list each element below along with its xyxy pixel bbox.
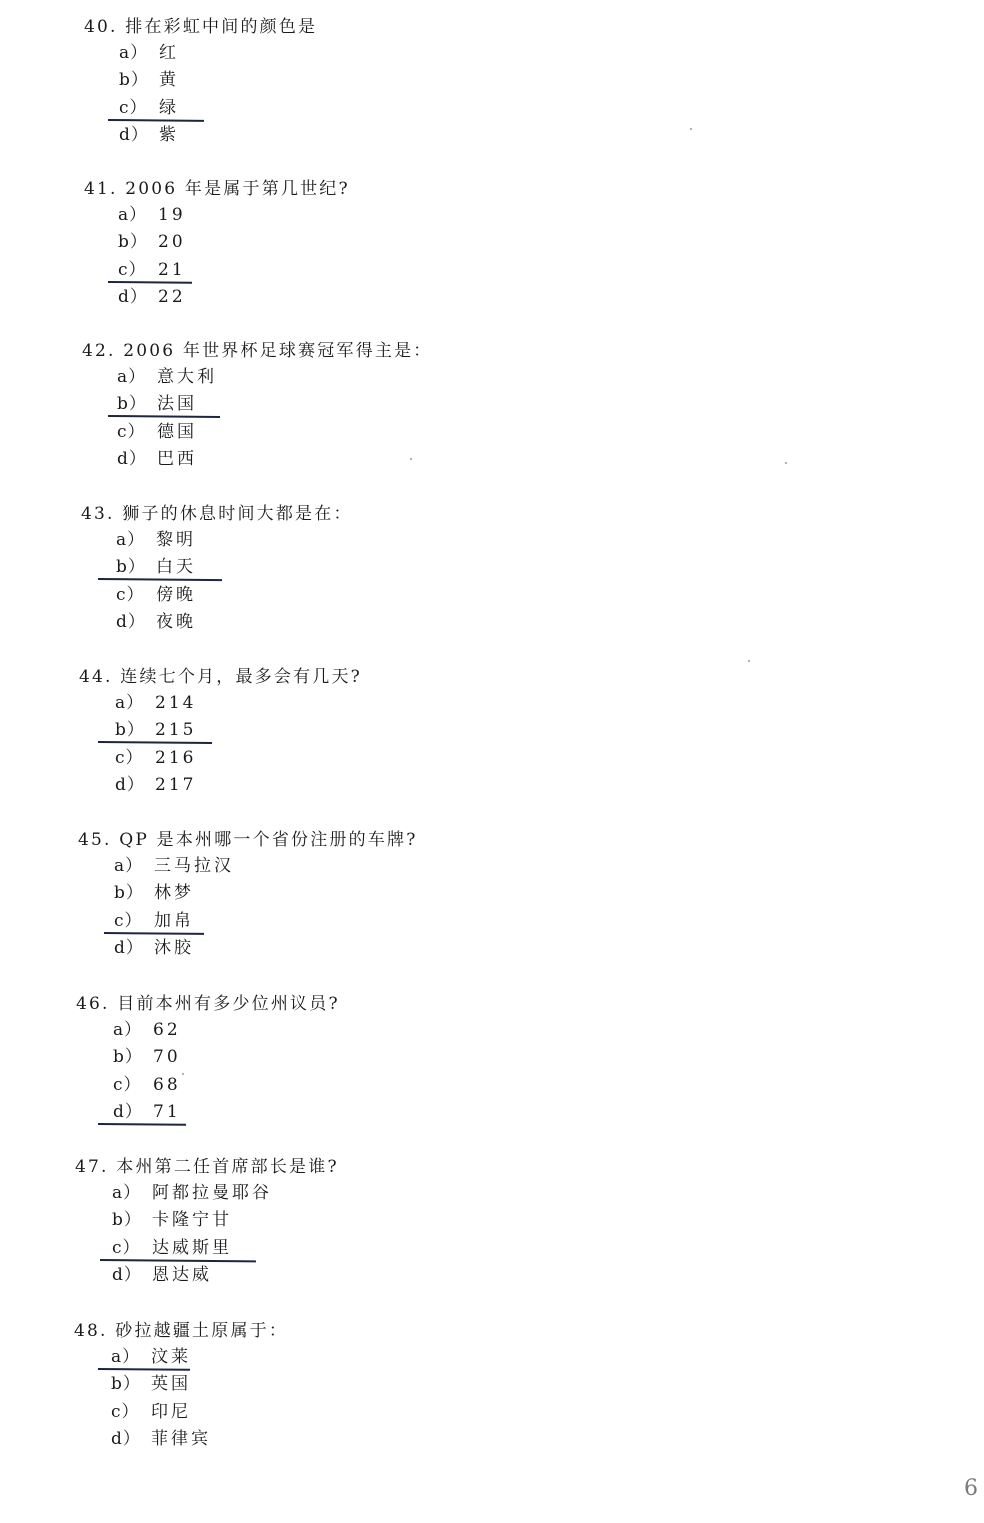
answer-option (119, 69, 179, 91)
option-text: 卡隆宁甘 (152, 1210, 232, 1231)
answer-option (119, 42, 179, 64)
answer-option (115, 747, 196, 769)
option-text: 法国 (157, 394, 197, 415)
answer-option (116, 556, 196, 578)
option-text: 70 (153, 1047, 181, 1068)
option-text: 巴西 (157, 448, 197, 469)
option-text: 20 (158, 232, 186, 253)
answer-option (113, 1019, 181, 1041)
question-title: 48. 砂拉越疆土原属于： (74, 1321, 289, 1341)
answer-option (111, 1373, 191, 1395)
option-letter: c） (116, 584, 145, 605)
option-text: 德国 (157, 421, 197, 442)
option-text: 恩达威 (152, 1264, 212, 1285)
answer-option (115, 692, 196, 714)
answer-option (118, 286, 186, 308)
answer-option (111, 1346, 191, 1368)
option-letter: d） (115, 774, 145, 795)
question-title: 45. QP 是本州哪一个省份注册的车牌? (78, 830, 418, 850)
option-letter: a） (111, 1347, 141, 1367)
selected-answer-underline (104, 932, 204, 935)
option-text: 217 (155, 774, 197, 795)
option-letter: d） (114, 937, 144, 958)
selected-answer-underline (98, 1368, 190, 1371)
option-letter: d） (117, 448, 147, 469)
option-letter: b） (119, 70, 149, 91)
question-title: 47. 本州第二任首席部长是谁? (75, 1157, 339, 1177)
answer-option (113, 1074, 181, 1096)
answer-option (112, 1182, 272, 1204)
answer-option (114, 855, 234, 877)
option-letter: d） (116, 611, 146, 632)
option-letter: a） (115, 693, 145, 713)
answer-option (116, 529, 196, 551)
selected-answer-underline (108, 119, 204, 122)
answer-option (118, 204, 186, 226)
option-text: 紫 (159, 124, 179, 145)
answer-option (114, 937, 194, 959)
option-letter: d） (119, 124, 149, 145)
option-letter: a） (113, 1020, 143, 1040)
answer-option (113, 1046, 181, 1068)
answer-option (115, 719, 196, 741)
option-letter: b） (117, 394, 147, 415)
option-text: 绿 (159, 97, 179, 118)
option-text: 加帛 (154, 910, 194, 931)
option-letter: d） (118, 286, 148, 307)
answer-option (111, 1401, 191, 1423)
answer-option (117, 393, 197, 415)
selected-answer-underline (98, 578, 222, 581)
answer-option (118, 259, 186, 281)
answer-option (119, 97, 179, 119)
option-letter: d） (111, 1428, 141, 1449)
answer-option (114, 882, 194, 904)
selected-answer-underline (108, 281, 192, 284)
option-letter: d） (113, 1101, 143, 1122)
scan-speck (690, 128, 692, 130)
answer-option (112, 1264, 212, 1286)
answer-option (116, 611, 196, 633)
option-text: 夜晚 (156, 611, 196, 632)
option-text: 红 (159, 43, 179, 63)
option-text: 傍晚 (156, 584, 196, 605)
option-letter: b） (115, 720, 145, 741)
scan-speck (785, 462, 787, 464)
scan-speck (410, 458, 412, 460)
option-letter: c） (119, 97, 148, 118)
option-text: 215 (155, 720, 197, 741)
option-text: 意大利 (157, 367, 217, 387)
option-letter: a） (118, 205, 148, 225)
option-letter: a） (112, 1183, 142, 1203)
option-letter: d） (112, 1264, 142, 1285)
answer-option (118, 231, 186, 253)
option-letter: a） (116, 530, 146, 550)
option-text: 216 (155, 747, 197, 768)
option-text: 汶莱 (151, 1347, 191, 1367)
question-title: 40. 排在彩虹中间的颜色是 (84, 17, 318, 37)
answer-option (116, 584, 196, 606)
option-letter: c） (113, 1074, 142, 1095)
answer-option (114, 910, 194, 932)
page-number: 6 (964, 1476, 978, 1501)
option-text: 62 (153, 1020, 181, 1040)
option-text: 68 (153, 1074, 181, 1095)
option-text: 英国 (151, 1374, 191, 1395)
selected-answer-underline (98, 1123, 186, 1126)
option-text: 三马拉汉 (154, 856, 234, 876)
option-letter: b） (112, 1210, 142, 1231)
answer-option (117, 366, 217, 388)
option-letter: c） (112, 1237, 141, 1258)
option-text: 印尼 (151, 1401, 191, 1422)
selected-answer-underline (98, 741, 212, 744)
answer-option (115, 774, 196, 796)
question-title: 42. 2006 年世界杯足球赛冠军得主是： (82, 341, 433, 361)
question-title: 43. 狮子的休息时间大都是在： (81, 504, 353, 524)
option-text: 19 (158, 205, 186, 225)
answer-option (113, 1101, 181, 1123)
option-text: 菲律宾 (151, 1428, 211, 1449)
scan-speck (182, 1073, 184, 1075)
option-letter: a） (119, 43, 149, 63)
option-text: 白天 (156, 557, 196, 578)
option-text: 林梦 (154, 883, 194, 904)
option-letter: b） (111, 1374, 141, 1395)
option-text: 22 (158, 286, 186, 307)
option-letter: a） (117, 367, 147, 387)
answer-option (117, 421, 197, 443)
option-letter: b） (114, 883, 144, 904)
question-title: 46. 目前本州有多少位州议员? (76, 994, 340, 1014)
option-text: 21 (158, 259, 186, 280)
option-text: 沐胶 (154, 937, 194, 958)
option-letter: b） (116, 557, 146, 578)
question-title: 41. 2006 年是属于第几世纪? (84, 179, 350, 199)
answer-option (112, 1237, 232, 1259)
option-text: 阿都拉曼耶谷 (152, 1183, 272, 1203)
option-letter: c） (118, 259, 147, 280)
option-text: 71 (153, 1101, 181, 1122)
answer-option (117, 448, 197, 470)
option-letter: a） (114, 856, 144, 876)
option-letter: c） (117, 421, 146, 442)
answer-option (111, 1428, 211, 1450)
selected-answer-underline (108, 415, 220, 418)
option-letter: c） (114, 910, 143, 931)
option-letter: c） (115, 747, 144, 768)
option-letter: c） (111, 1401, 140, 1422)
answer-option (119, 124, 179, 146)
option-letter: b） (118, 232, 148, 253)
option-text: 黄 (159, 70, 179, 91)
option-text: 黎明 (156, 530, 196, 550)
answer-option (112, 1209, 232, 1231)
option-letter: b） (113, 1047, 143, 1068)
option-text: 达威斯里 (152, 1237, 232, 1258)
scan-speck (748, 660, 750, 662)
option-text: 214 (155, 693, 197, 713)
selected-answer-underline (100, 1259, 256, 1262)
question-title: 44. 连续七个月，最多会有几天? (79, 667, 362, 687)
